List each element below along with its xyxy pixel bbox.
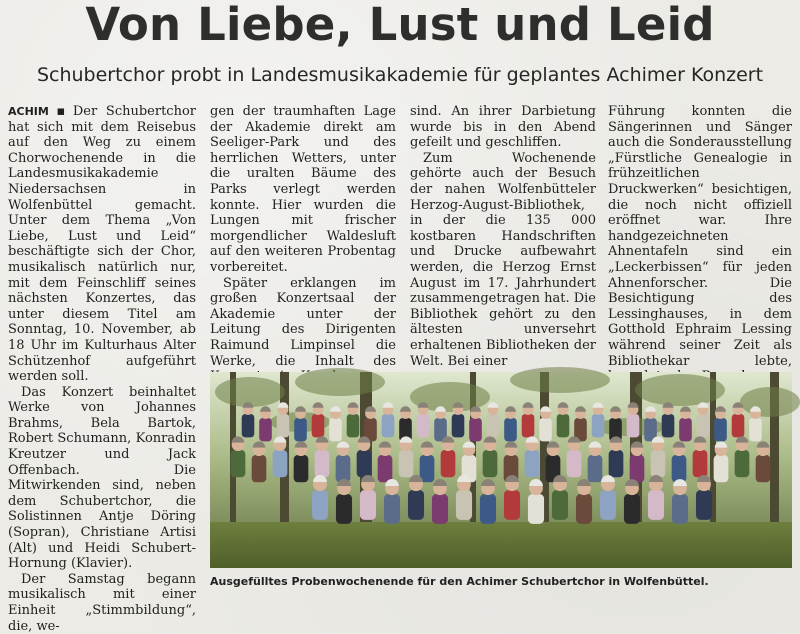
body [382,414,395,437]
choir-member [735,436,750,477]
choir-member [600,475,616,520]
body [630,455,645,482]
body [378,455,393,482]
choir-member [651,436,666,477]
choir-member [672,479,688,524]
body [749,418,762,441]
body [539,418,552,441]
choir-member [552,475,568,520]
body [557,414,570,437]
choir-member [399,436,414,477]
choir-member [417,402,430,437]
tree-foliage [510,367,610,393]
body [480,494,496,524]
body [315,450,330,477]
choir-member [336,479,352,524]
body [732,414,745,437]
paragraph: Später erklangen im großen Konzertsaal der Akademie unter der Leitung des Dirigenten Raimund Limpinsel die Werke, die Inhalt des [210,275,396,369]
body [525,450,540,477]
choir-member [627,402,640,437]
choir-member [696,475,712,520]
body [242,414,255,437]
choir-member [714,441,729,482]
body [528,494,544,524]
body [672,494,688,524]
choir-member [504,406,517,441]
body [384,494,400,524]
photo-caption: Ausgefülltes Probenwochenende für den Achimer Schubertchor in Wolfenbüttel. [210,575,709,588]
choir-member [528,479,544,524]
choir-member [576,479,592,524]
choir-group-photo [210,372,792,568]
choir-member [242,402,255,437]
paragraph: sind. An ihrer Darbietung wurde bis in den Abend gefeilt und geschliffen. [410,104,596,151]
paragraph: gen der traumhaften Lage der Akademie direkt am Seeliger-Park und des herrlichen Wetters, unter die uralten Bäume des Parks verlegt werden konnte. Hier wurden die Lungen mit frischer morgendlicher Waldesluft auf den weiteren Probentag vorbereitet. [210,104,396,275]
choir-member [294,441,309,482]
body [312,414,325,437]
choir-member [408,475,424,520]
choir-member [483,436,498,477]
lawn [210,522,792,568]
body [329,418,342,441]
choir-member [567,436,582,477]
choir-member [662,402,675,437]
body [420,455,435,482]
choir-member [252,441,267,482]
body [522,414,535,437]
subheadline: Schubertchor probt in Landesmusikakademie für geplantes Achimer Konzert [36,64,764,86]
choir-member [434,406,447,441]
tree-foliage [740,387,800,417]
body [756,455,771,482]
photo-illustration [210,372,792,568]
body [504,418,517,441]
choir-member [231,436,246,477]
dateline: ACHIM [8,105,49,118]
body [648,490,664,520]
text-column-1 [8,104,196,634]
body [360,490,376,520]
body [552,490,568,520]
choir-member [592,402,605,437]
body [452,414,465,437]
choir-member [588,441,603,482]
headline: Von Liebe, Lust und Leid [85,0,715,51]
paragraph-text: Der Schubertchor hat sich mit dem Reisebus auf den Weg zu einem Chorwochenende in die Landesmusikakademie Niedersachsen in Wolfenbüttel gemacht. Unter dem Thema „Von Liebe, Lust und Leid“ beschäftigte sich der Chor, musikalisch natürlich nur, mit dem Feinschliff seines nächsten Konzertes, das unter diesem Titel am Sonntag, 10. November, ab 18 Uhr im Kulturhaus Alter Schützenhof aufgeführt werden soll. [8,104,197,385]
choir-member [525,436,540,477]
body [693,450,708,477]
choir-member [522,402,535,437]
choir-member [732,402,745,437]
choir-member [294,406,307,441]
paragraph: Zum Wochenende gehörte auch der Besuch der nahen Wolfenbütteler Herzog-August-Bibliothek, in der die 135 000 kostbaren Handschriften und Drucke aufbewahrt werden, die Herzog Ernst August im 17. Jahrhundert zusammengetragen hat. Die Bibliothek gehört zu den ältesten unversehrt erhaltenen Bibliotheken der Welt. Bei einer [410,150,596,369]
choir-member [259,406,272,441]
choir-member [452,402,465,437]
body [567,450,582,477]
choir-member [469,406,482,441]
body [592,414,605,437]
body [735,450,750,477]
choir-member [630,441,645,482]
paragraph: Führung konnten die Sängerinnen und Sänger auch die Sonderausstellung „Fürstliche Genealogie in frühzeitlichen Druckwerken“ besichtigen, die noch nicht offiziell eröffnet war. Ihre handgezeichneten Ahnentafeln sind ein „Leckerbissen“ für jeden Ahnenforscher. Die Besichtigung des Lessinghauses, in dem Gotthold Ephraim Lessing während seiner Zeit als Bibliothekar lebte, [608,104,792,369]
tree-foliage [635,374,725,406]
body [651,450,666,477]
paragraph: Das Konzert beinhaltet Werke von Johannes Brahms, Bela Bartok, Robert Schumann, Konradin Kreutzer und Jack Offenbach. Die Mitwirkenden sind, neben dem Schubertchor, die Solistinnen Antje Döring (Sopran), Christiane Artisi (Alt) und Heidi Schubert-Hornung (Klavier). [8,384,196,572]
choir-member [432,479,448,524]
body [259,418,272,441]
choir-member [609,406,622,441]
choir-member [672,441,687,482]
body [662,414,675,437]
dateline-bullet: ▪ [51,104,70,119]
body [294,418,307,441]
choir-member [312,475,328,520]
choir-member [336,441,351,482]
body [679,418,692,441]
body [714,455,729,482]
choir-member [456,475,472,520]
body [336,455,351,482]
body [504,490,520,520]
text-column-3 [410,104,596,369]
body [294,455,309,482]
choir-member [399,406,412,441]
body [312,490,328,520]
body [347,414,360,437]
choir-member [441,436,456,477]
choir-member [487,402,500,437]
body [483,450,498,477]
choir-member [378,441,393,482]
choir-member [679,406,692,441]
body [336,494,352,524]
choir-member [693,436,708,477]
choir-member [312,402,325,437]
choir-member [384,479,400,524]
body [696,490,712,520]
body [600,490,616,520]
body [469,418,482,441]
choir-member [574,406,587,441]
choir-member [609,436,624,477]
body [487,414,500,437]
choir-member [315,436,330,477]
body [231,450,246,477]
choir-member [756,441,771,482]
text-column-2 [210,104,396,369]
choir-member [504,475,520,520]
choir-member [364,406,377,441]
choir-member [648,475,664,520]
body [609,450,624,477]
paragraph: Der Samstag begann musikalisch mit einer Einheit „Stimmbildung“, die, we- [8,571,196,634]
choir-member [329,406,342,441]
body [672,455,687,482]
tree-foliage [215,377,285,407]
choir-member [347,402,360,437]
choir-member [420,441,435,482]
body [432,494,448,524]
body [417,414,430,437]
body [456,490,472,520]
choir-member [539,406,552,441]
body [588,455,603,482]
body [273,450,288,477]
choir-member [277,402,290,437]
body [357,450,372,477]
choir-member [697,402,710,437]
choir-member [382,402,395,437]
choir-member [273,436,288,477]
body [277,414,290,437]
paragraph [8,104,196,385]
choir-member [714,406,727,441]
body [408,490,424,520]
choir-member [749,406,762,441]
choir-member [557,402,570,437]
body [252,455,267,482]
body [441,450,456,477]
choir-member [624,479,640,524]
body [714,418,727,441]
choir-member [644,406,657,441]
tree-foliage [295,368,385,396]
body [697,414,710,437]
choir-member [360,475,376,520]
body [576,494,592,524]
choir-member [480,479,496,524]
choir-member [357,436,372,477]
text-column-4 [608,104,792,369]
body [399,450,414,477]
body [627,414,640,437]
body [624,494,640,524]
